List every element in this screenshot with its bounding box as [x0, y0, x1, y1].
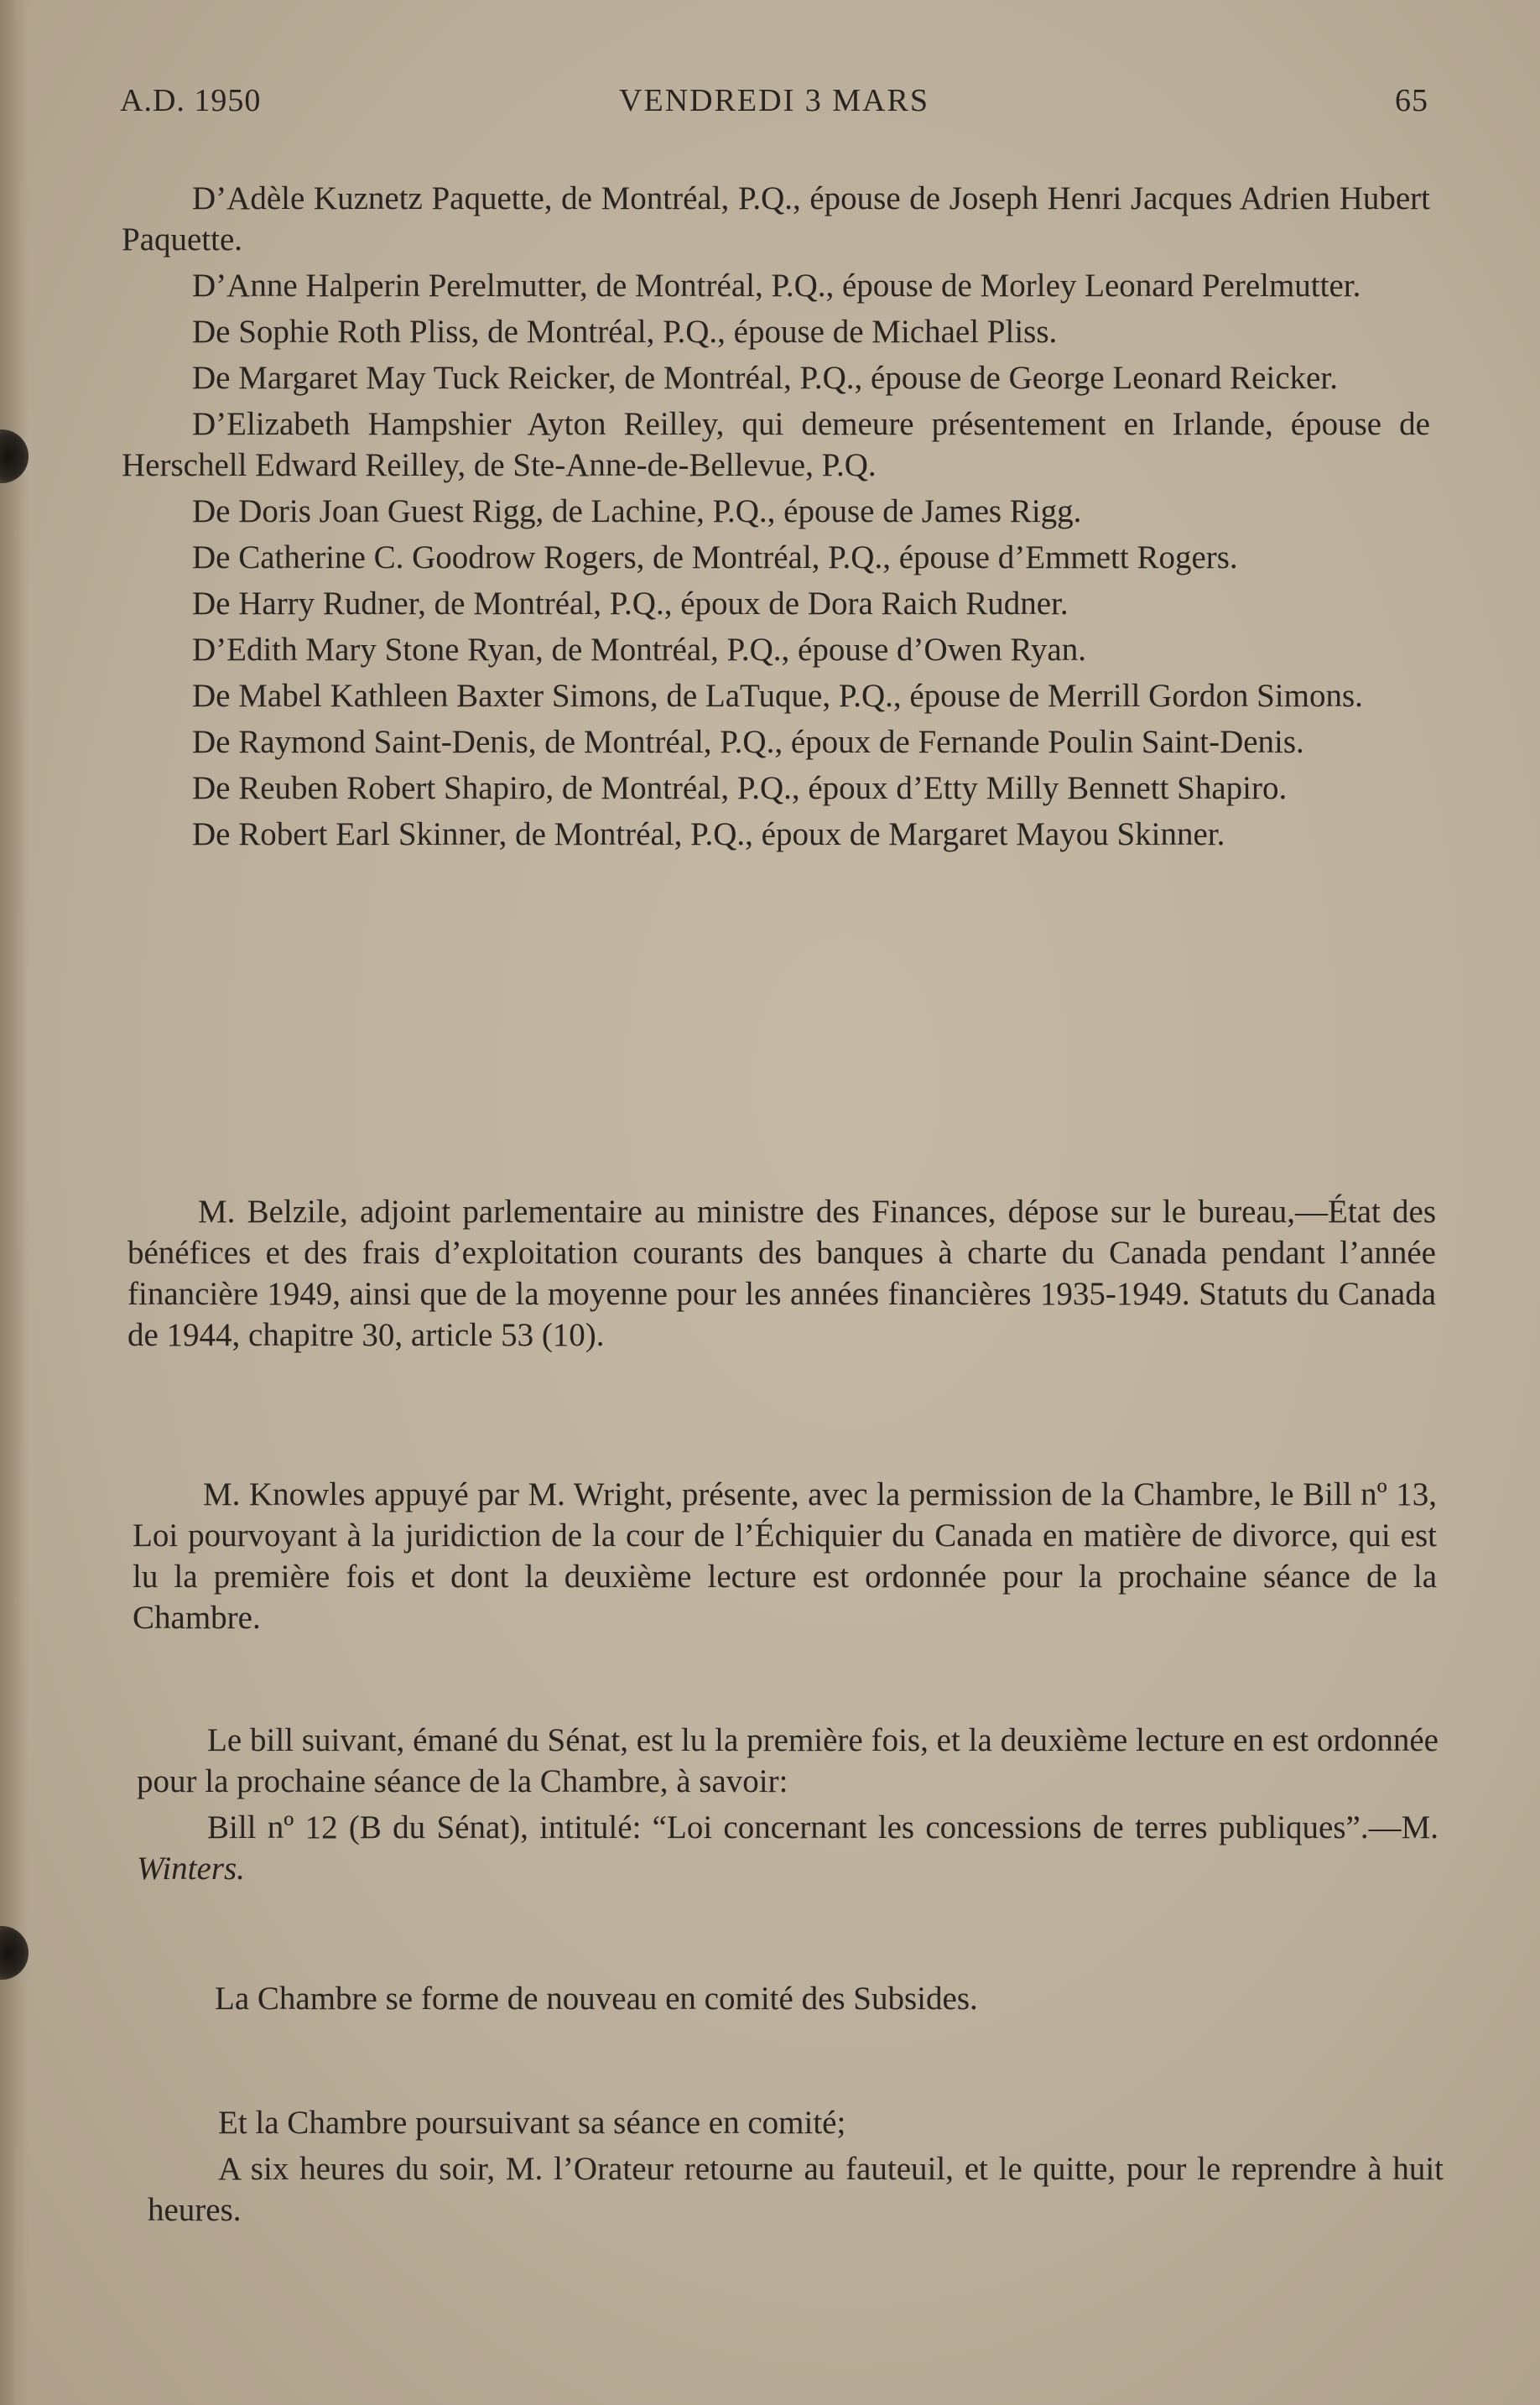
header-date: VENDREDI 3 MARS	[619, 83, 929, 118]
petition-entry: De Sophie Roth Pliss, de Montréal, P.Q., épouse de Michael Pliss.	[192, 314, 1058, 350]
belzile-paragraph-block	[127, 1191, 1436, 1361]
running-head	[120, 82, 1428, 124]
senate-bill-text: Bill nº 12 (B du Sénat), intitulé: “Loi concernant les concessions de terres publiques”.—M.	[207, 1809, 1439, 1845]
sitting-paragraph: Et la Chambre poursuivant sa séance en comité;	[218, 2105, 846, 2141]
petition-entry: De Doris Joan Guest Rigg, de Lachine, P.Q., épouse de James Rigg.	[192, 493, 1082, 529]
committee-block	[144, 1978, 1440, 2024]
petition-entry: D’Adèle Kuznetz Paquette, de Montréal, P.Q., épouse de Joseph Henri Jacques Adrien Hubert Paquette.	[122, 180, 1430, 258]
senate-bill-intro: Le bill suivant, émané du Sénat, est lu la première fois, et la deuxième lecture en est ordonnée pour la prochaine séance de la Chambre, à savoir:	[137, 1722, 1439, 1799]
petition-entry: De Harry Rudner, de Montréal, P.Q., époux de Dora Raich Rudner.	[192, 586, 1069, 622]
petition-entry: De Raymond Saint-Denis, de Montréal, P.Q., époux de Fernande Poulin Saint-Denis.	[192, 724, 1304, 760]
divorce-petitions-list	[122, 178, 1430, 860]
petition-entry: De Reuben Robert Shapiro, de Montréal, P.Q., époux d’Etty Milly Bennett Shapiro.	[192, 770, 1288, 806]
committee-paragraph: La Chambre se forme de nouveau en comité des Subsides.	[215, 1981, 978, 2017]
petition-entry: De Margaret May Tuck Reicker, de Montréal, P.Q., épouse de George Leonard Reicker.	[192, 360, 1338, 396]
senate-bill-sponsor: Winters.	[137, 1851, 245, 1887]
adjournment-paragraph: A six heures du soir, M. l’Orateur retourne au fauteuil, et le quitte, pour le reprendre à huit heures.	[148, 2151, 1444, 2228]
header-year: A.D. 1950	[120, 83, 262, 118]
petition-entry: De Catherine C. Goodrow Rogers, de Montréal, P.Q., épouse d’Emmett Rogers.	[192, 539, 1238, 575]
knowles-paragraph-block	[133, 1474, 1437, 1643]
knowles-paragraph: M. Knowles appuyé par M. Wright, présente, avec la permission de la Chambre, le Bill nº 13, Loi pourvoyant à la juridiction de la cour de l’Échiquier du Canada en matière de divorce, qui est lu la première fois et dont la deuxième lecture est ordonnée pour la prochaine séance de la Chambre.	[133, 1476, 1437, 1636]
belzile-paragraph: M. Belzile, adjoint parlementaire au ministre des Finances, dépose sur le bureau,—État des bénéfices et des frais d’exploitation courants des banques à charte du Canada pendant l’année financière 1949, ainsi que de la moyenne pour les années financières 1935-1949. Statuts du Canada de 1944, chapitre 30, article 53 (10).	[127, 1194, 1436, 1353]
petition-entry: De Robert Earl Skinner, de Montréal, P.Q., époux de Margaret Mayou Skinner.	[192, 816, 1225, 852]
binding-edge	[0, 0, 29, 2405]
petition-entry: D’Anne Halperin Perelmutter, de Montréal, P.Q., épouse de Morley Leonard Perelmutter.	[192, 268, 1361, 304]
petition-entry: De Mabel Kathleen Baxter Simons, de LaTuque, P.Q., épouse de Merrill Gordon Simons.	[192, 678, 1363, 714]
sitting-block	[148, 2102, 1444, 2236]
petition-entry: D’Elizabeth Hampshier Ayton Reilley, qui demeure présentement en Irlande, épouse de Herschell Edward Reilley, de Ste-Anne-de-Bellevue, P.Q.	[122, 406, 1430, 483]
petition-entry: D’Edith Mary Stone Ryan, de Montréal, P.Q., épouse d’Owen Ryan.	[192, 632, 1086, 668]
senate-bill-title	[137, 1807, 1439, 1889]
page-number: 65	[1395, 83, 1428, 118]
senate-bill-block	[137, 1720, 1439, 1894]
